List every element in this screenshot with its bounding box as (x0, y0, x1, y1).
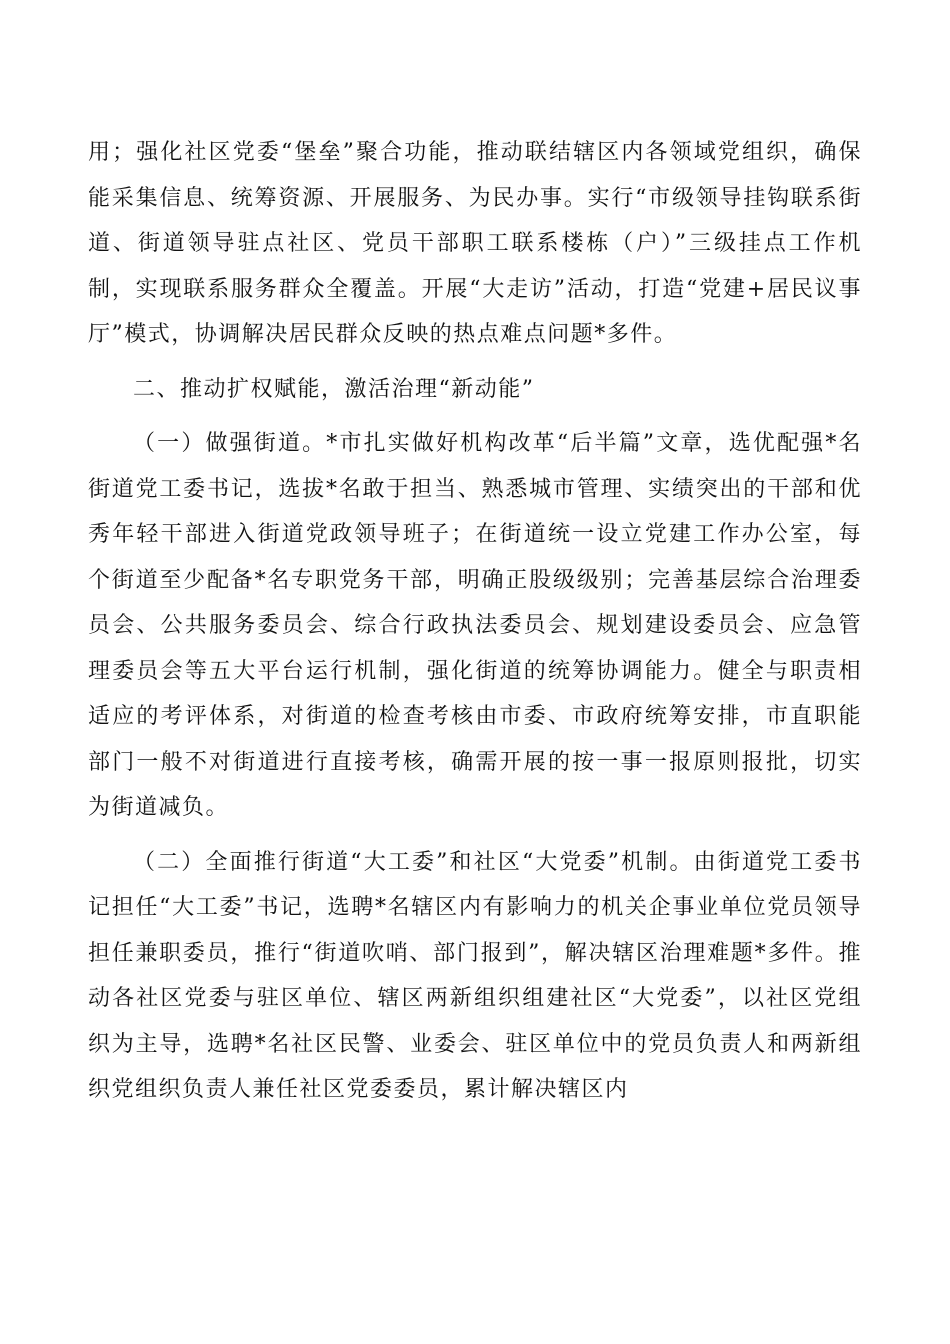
paragraph-subsection-1: （一）做强街道。*市扎实做好机构改革“后半篇”文章，选优配强*名街道党工委书记，选拔*名敢于担当、熟悉城市管理、实绩突出的干部和优秀年轻干部进入街道党政领导班子；在街道统一设立党建工作办公室，每个街道至少配备*名专职党务干部，明确正股级级别；完善基层综合治理委员会、公共服务委员会、综合行政执法委员会、规划建设委员会、应急管理委员会等五大平台运行机制，强化街道的统筹协调能力。健全与职责相适应的考评体系，对街道的检查考核由市委、市政府统筹安排，市直职能部门一般不对街道进行直接考核，确需开展的按一事一报原则报批，切实为街道减负。 (88, 431, 862, 820)
document-body (88, 130, 862, 1113)
paragraph-subsection-2: （二）全面推行街道“大工委”和社区“大党委”机制。由街道党工委书记担任“大工委”书记，选聘*名辖区内有影响力的机关企事业单位党员领导担任兼职委员，推行“街道吹哨、部门报到”，解决辖区治理难题*多件。推动各社区党委与驻区单位、辖区两新组织组建社区“大党委”，以社区党组织为主导，选聘*名社区民警、业委会、驻区单位中的党员负责人和两新组织党组织负责人兼任社区党委委员，累计解决辖区内 (88, 849, 862, 1102)
section-heading: 二、推动扩权赋能，激活治理“新动能” (133, 376, 535, 402)
paragraph-continuation: 用；强化社区党委“堡垒”聚合功能，推动联结辖区内各领域党组织，确保能采集信息、统筹资源、开展服务、为民办事。实行“市级领导挂钩联系街道、街道领导驻点社区、党员干部职工联系楼栋（户）”三级挂点工作机制，实现联系服务群众全覆盖。开展“大走访”活动，打造“党建+居民议事厅”模式，协调解决居民群众反映的热点难点问题*多件。 (88, 140, 862, 347)
